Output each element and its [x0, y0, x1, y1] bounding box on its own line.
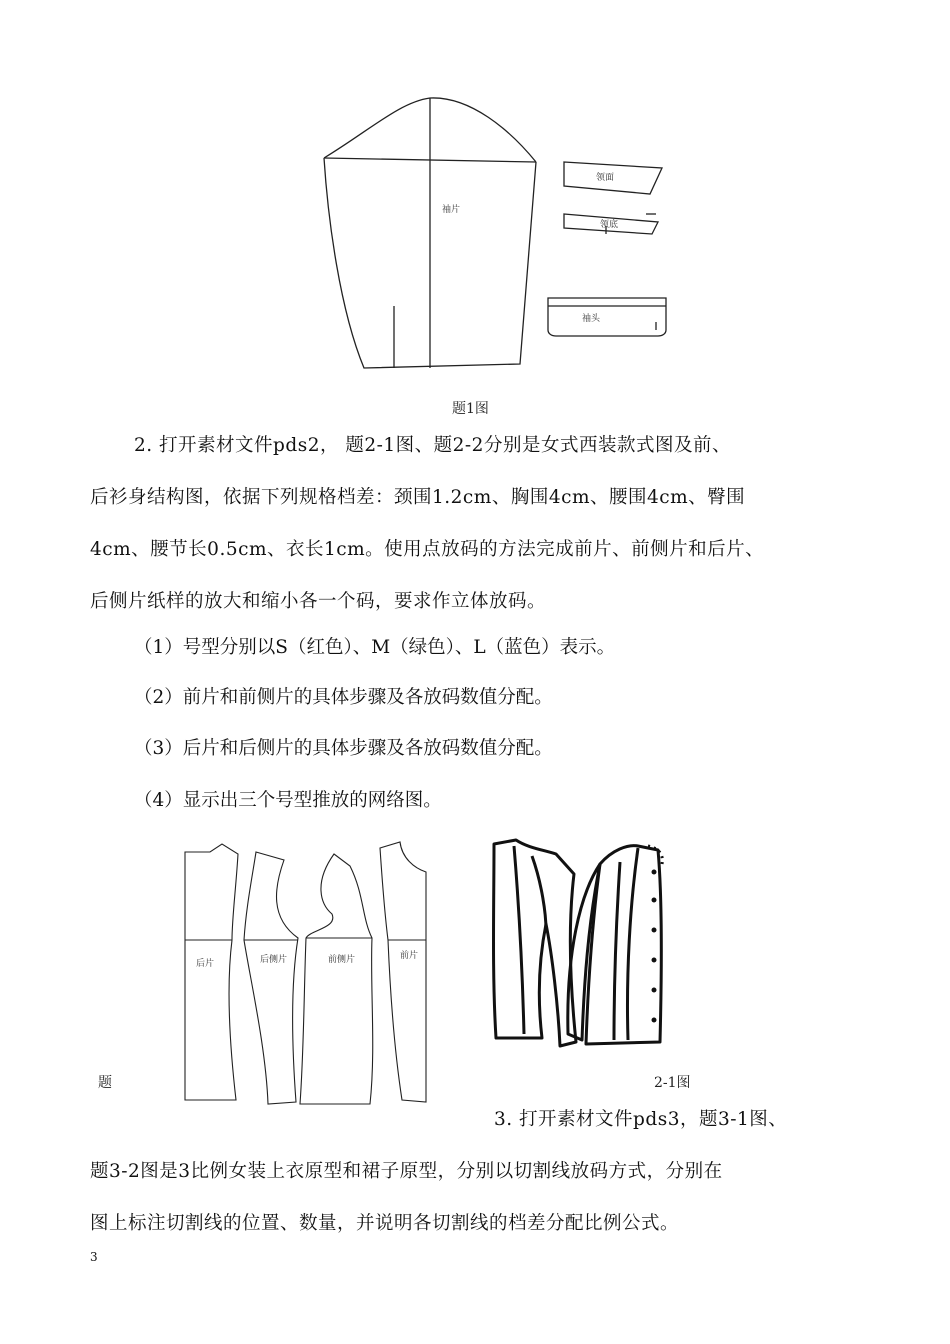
- front-side-piece-outline: [300, 854, 373, 1104]
- question-2-line: 后侧片纸样的放大和缩小各一个码，要求作立体放码。: [90, 591, 547, 612]
- back-side-piece-label: 后侧片: [260, 955, 288, 965]
- back-piece-outline: [185, 844, 238, 1100]
- front-side-piece-label: 前侧片: [328, 955, 356, 965]
- question-3-line: 题3-2图是3比例女装上衣原型和裙子原型，分别以切割线放码方式，分别在: [90, 1161, 723, 1182]
- figure-1-caption: 题1图: [452, 401, 489, 417]
- jacket-back-seam: [514, 846, 524, 1034]
- jacket-back-view: [494, 840, 577, 1046]
- figure-2-bodice-pattern: [180, 838, 440, 1106]
- question-2-line: 4cm、腰节长0.5cm、衣长1cm。使用点放码的方法完成前片、前侧片和后片、: [90, 539, 765, 560]
- cuff-piece: [548, 298, 666, 336]
- figure-2-jacket-style-drawing: [488, 834, 678, 1060]
- front-piece-outline: [380, 842, 426, 1102]
- question-2-item: （2）前片和前侧片的具体步骤及各放码数值分配。: [134, 687, 553, 708]
- jacket-button: [652, 898, 657, 903]
- sleeve-label: 袖片: [442, 205, 461, 215]
- question-3-line: 3. 打开素材文件pds3，题3-1图、: [494, 1109, 788, 1130]
- jacket-back-armhole: [532, 856, 546, 930]
- figure-2-right-caption: 2-1图: [654, 1075, 691, 1091]
- front-piece-label: 前片: [400, 951, 419, 961]
- collar-under-label: 领底: [600, 220, 619, 230]
- question-3-line: 图上标注切割线的位置、数量，并说明各切割线的档差分配比例公式。: [90, 1213, 680, 1234]
- jacket-button: [652, 988, 657, 993]
- page-number: 3: [90, 1250, 98, 1264]
- question-3-paragraph: [90, 1094, 860, 1250]
- collar-top-label: 领面: [596, 173, 615, 183]
- question-2-item: （4）显示出三个号型推放的网络图。: [134, 790, 442, 811]
- jacket-button: [652, 870, 657, 875]
- jacket-button: [652, 1018, 657, 1023]
- question-2-paragraph: [90, 420, 860, 628]
- question-2-line: 2. 打开素材文件pds2， 题2-1图、题2-2分别是女式西装款式图及前、: [134, 435, 731, 456]
- figure-2-left-caption: 题: [98, 1075, 112, 1091]
- cuff-label: 袖头: [582, 314, 601, 324]
- back-piece-label: 后片: [196, 959, 215, 969]
- figure-1-pattern-drawing: [310, 90, 690, 390]
- back-side-piece-outline: [244, 852, 298, 1104]
- question-2-item: （3）后片和后侧片的具体步骤及各放码数值分配。: [134, 738, 553, 759]
- jacket-front-panel-seam: [627, 848, 638, 1040]
- jacket-button: [652, 958, 657, 963]
- jacket-front-panel-seam: [614, 862, 620, 1040]
- question-2-item: （1）号型分别以S（红色）、M（绿色）、L（蓝色）表示。: [134, 637, 616, 658]
- question-2-line: 后衫身结构图，依据下列规格档差：颈围1.2cm、胸围4cm、腰围4cm、臀围: [90, 487, 746, 508]
- jacket-button: [652, 928, 657, 933]
